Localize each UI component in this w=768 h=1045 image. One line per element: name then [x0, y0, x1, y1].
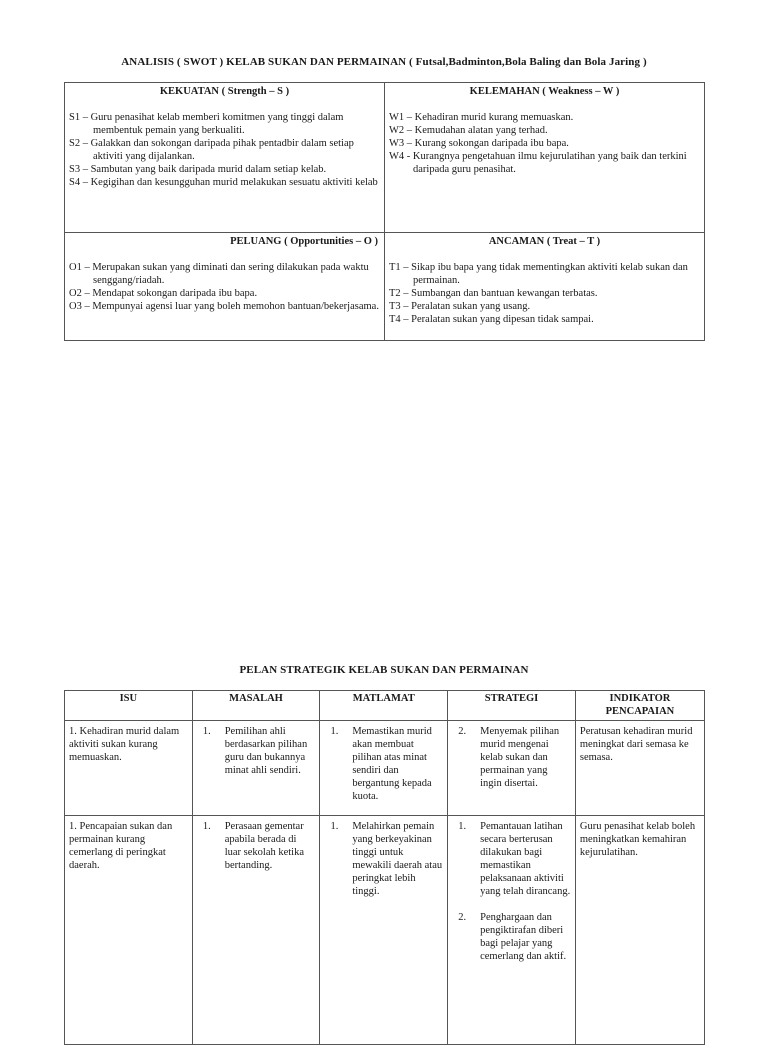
strength-item: S3 – Sambutan yang baik daripada murid dalam setiap kelab. — [69, 164, 327, 175]
strategic-plan-table — [64, 690, 705, 1045]
threats-cell — [385, 233, 705, 341]
matlamat-cell — [320, 721, 448, 816]
threat-item: T2 – Sumbangan dan bantuan kewangan terbatas. — [389, 288, 598, 299]
threat-item: T1 – Sikap ibu bapa yang tidak mementingkan aktiviti kelab sukan dan permainan. — [389, 262, 688, 286]
opportunity-item: O3 – Mempunyai agensi luar yang boleh memohon bantuan/bekerjasama. — [69, 301, 379, 312]
item-number: 1. — [458, 821, 467, 832]
threat-item: T4 – Peralatan sukan yang dipesan tidak sampai. — [389, 314, 594, 325]
weakness-item: W2 – Kemudahan alatan yang terhad. — [389, 125, 548, 136]
weaknesses-heading: KELEMAHAN ( Weakness – W ) — [469, 86, 620, 97]
strengths-heading: KEKUATAN ( Strength – S ) — [159, 86, 290, 97]
item-number: 1. — [202, 726, 211, 737]
item-text: Penghargaan dan pengiktirafan diberi bagi pelajar yang cemerlang dan aktif. — [480, 912, 567, 962]
item-number: 1. — [330, 821, 339, 832]
strengths-cell — [65, 83, 385, 233]
table-row — [65, 816, 705, 1045]
item-text: Perasaan gementar apabila berada di luar sekolah ketika bertanding. — [224, 821, 305, 871]
masalah-cell — [192, 721, 320, 816]
swot-table — [64, 82, 705, 341]
item-text: Menyemak pilihan murid mengenai kelab sukan dan permainan yang ingin disertai. — [480, 726, 560, 789]
header-strategi: STRATEGI — [448, 691, 576, 721]
indikator-cell: Guru penasihat kelab boleh meningkatkan kemahiran kejurulatihan. — [575, 816, 704, 1045]
isu-cell: 1. Kehadiran murid dalam aktiviti sukan kurang memuaskan. — [65, 721, 193, 816]
threats-heading: ANCAMAN ( Treat – T ) — [488, 236, 601, 247]
header-matlamat: MATLAMAT — [320, 691, 448, 721]
opportunity-item: O2 – Mendapat sokongan daripada ibu bapa. — [69, 288, 258, 299]
item-text: Pemantauan latihan secara berterusan dilakukan bagi memastikan pelaksanaan aktiviti yang telah dirancang. — [480, 821, 571, 897]
strategi-cell — [448, 816, 576, 1045]
item-number: 2. — [458, 912, 467, 923]
item-text: Pemilihan ahli berdasarkan pilihan guru dan bukannya minat ahli sendiri. — [224, 726, 308, 776]
isu-cell: 1. Pencapaian sukan dan permainan kurang cemerlang di peringkat daerah. — [65, 816, 193, 1045]
item-number: 1. — [202, 821, 211, 832]
item-text: Melahirkan pemain yang berkeyakinan tinggi untuk mewakili daerah atau peringkat lebih tinggi. — [352, 821, 443, 897]
opportunities-heading: PELUANG ( Opportunities – O ) — [230, 236, 378, 247]
opportunity-item: O1 – Merupakan sukan yang diminati dan sering dilakukan pada waktu senggang/riadah. — [69, 262, 369, 286]
opportunities-cell — [65, 233, 385, 341]
item-number: 1. — [330, 726, 339, 737]
table-row — [65, 721, 705, 816]
swot-title: ANALISIS ( SWOT ) KELAB SUKAN DAN PERMAINAN ( Futsal,Badminton,Bola Baling dan Bola Jaring ) — [121, 56, 647, 68]
indikator-cell: Peratusan kehadiran murid meningkat dari semasa ke semasa. — [575, 721, 704, 816]
weakness-item: W3 – Kurang sokongan daripada ibu bapa. — [389, 138, 569, 149]
strength-item: S4 – Kegigihan dan kesungguhan murid melakukan sesuatu aktiviti kelab — [69, 177, 378, 188]
weakness-item: W1 – Kehadiran murid kurang memuaskan. — [389, 112, 574, 123]
header-isu: ISU — [65, 691, 193, 721]
strategi-cell — [448, 721, 576, 816]
header-masalah: MASALAH — [192, 691, 320, 721]
strength-item: S2 – Galakkan dan sokongan daripada pihak pentadbir dalam setiap aktiviti yang dijalankan. — [69, 138, 354, 162]
header-indikator: INDIKATOR PENCAPAIAN — [575, 691, 704, 721]
item-number: 2. — [458, 726, 467, 737]
weakness-item: W4 - Kurangnya pengetahuan ilmu kejurulatihan yang baik dan terkini daripada guru penasihat. — [389, 151, 687, 175]
threat-item: T3 – Peralatan sukan yang usang. — [389, 301, 531, 312]
weaknesses-cell — [385, 83, 705, 233]
matlamat-cell — [320, 816, 448, 1045]
strength-item: S1 – Guru penasihat kelab memberi komitmen yang tinggi dalam membentuk pemain yang berkualiti. — [69, 112, 344, 136]
plan-title: PELAN STRATEGIK KELAB SUKAN DAN PERMAINAN — [239, 664, 529, 676]
masalah-cell — [192, 816, 320, 1045]
item-text: Memastikan murid akan membuat pilihan atas minat sendiri dan bergantung kepada kuota. — [352, 726, 432, 802]
